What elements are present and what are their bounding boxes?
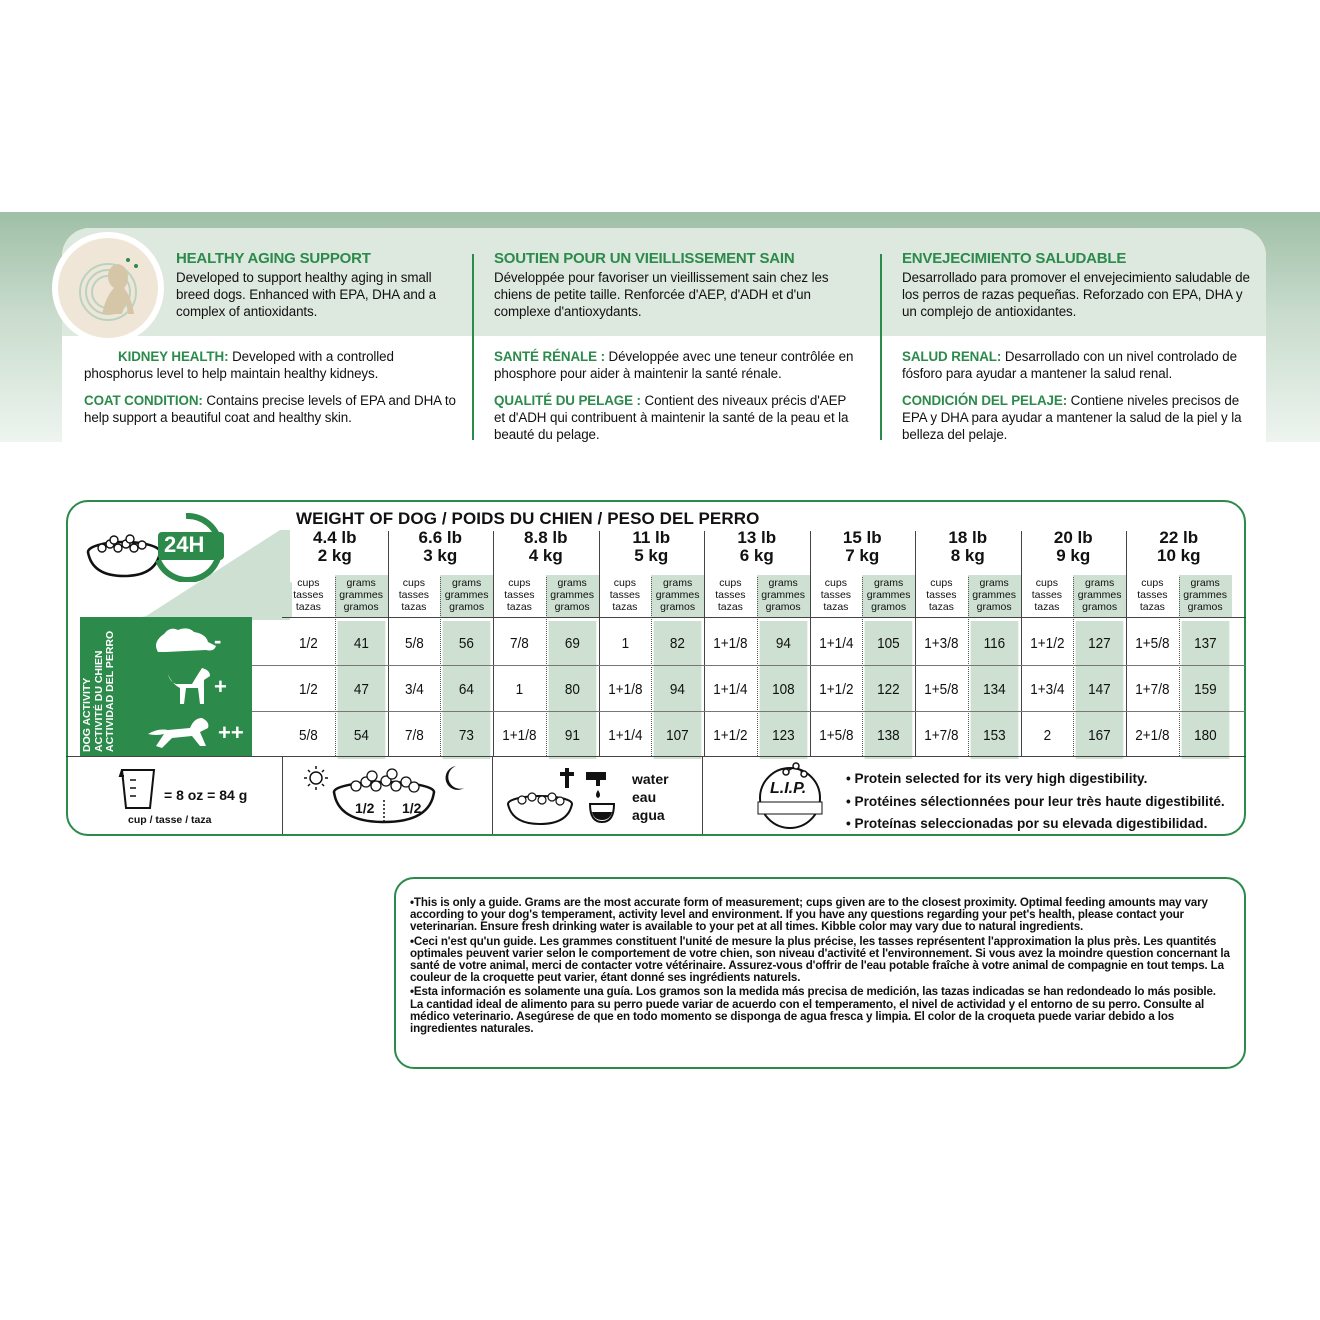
unit-cups: cups tasses tazas bbox=[609, 577, 641, 613]
kidney-health-fr bbox=[494, 348, 854, 382]
weight-lb: 6.6 lb bbox=[418, 528, 462, 547]
bottom-strip-divider bbox=[66, 756, 1246, 757]
unit-grams: grams grammes gramos bbox=[1179, 575, 1232, 617]
row-rule bbox=[80, 665, 1246, 666]
cups-cell: 1 bbox=[515, 681, 524, 698]
resting-dog-icon bbox=[148, 622, 218, 658]
coat-condition-fr bbox=[494, 392, 854, 443]
disclaimer-fr: •Ceci n'est qu'un guide. Les grammes constituent l'unité de mesure la plus précise, les tasses représentent l'approximation la plus près. Les quantités optimales peuvent varier selon le comportement de votre chien, son niveau d'activité et l'environnement. Si vous avez la moindre question concernant la santé de votre animal, merci de contacter votre vétérinaire. Assurez-vous d'offrir de l'eau potable fraîche à votre animal de compagnie en tout temps. La couleur de la croquette peut varier, étant donné ses ingrédients naturels. bbox=[410, 934, 1230, 985]
water-es: agua bbox=[632, 807, 665, 823]
grams-cell: 123 bbox=[759, 713, 806, 759]
protein-es: • Proteínas seleccionadas por su elevada digestibilidad. bbox=[846, 816, 1208, 831]
benefits-spanish-details bbox=[902, 348, 1254, 443]
column-separator bbox=[915, 531, 916, 756]
cups-cell: 1+3/4 bbox=[1029, 681, 1064, 698]
unit-cups: cups tasses tazas bbox=[1031, 577, 1063, 613]
grams-cell: 105 bbox=[865, 621, 912, 667]
cups-cell: 1/2 bbox=[298, 681, 318, 698]
weight-kg: 3 kg bbox=[423, 546, 458, 565]
cups-cell: 7/8 bbox=[404, 727, 424, 744]
coat-condition-en bbox=[84, 392, 464, 426]
half-separator bbox=[1179, 577, 1180, 756]
lip-logo-text: L.I.P. bbox=[770, 780, 807, 797]
grams-cell: 159 bbox=[1181, 667, 1228, 713]
cups-cell: 1 bbox=[621, 635, 629, 652]
cups-cell: 2+1/8 bbox=[1135, 727, 1170, 744]
coat-label-fr: QUALITÉ DU PELAGE : bbox=[494, 393, 641, 408]
cups-cell: 3/4 bbox=[404, 681, 424, 698]
weight-lb: 13 lb bbox=[737, 528, 777, 547]
half-separator bbox=[1073, 577, 1074, 756]
grams-cell: 56 bbox=[443, 621, 490, 667]
kidney-health-en bbox=[84, 348, 464, 382]
unit-cups: cups tasses tazas bbox=[293, 577, 324, 613]
benefit-title-en: HEALTHY AGING SUPPORT bbox=[176, 250, 371, 267]
benefit-title-es: ENVEJECIMIENTO SALUDABLE bbox=[902, 250, 1127, 267]
kidney-text-fr: Développée avec une teneur contrôlée en phosphore pour aider à maintenir la santé rénale. bbox=[494, 349, 854, 381]
kidney-health-es bbox=[902, 348, 1254, 382]
benefits-spanish bbox=[902, 250, 1254, 320]
weight-header bbox=[493, 529, 599, 565]
activity-high: ++ bbox=[218, 720, 244, 745]
benefits-french-details bbox=[494, 348, 854, 443]
unit-grams: grams grammes gramos bbox=[862, 575, 915, 617]
unit-grams: grams grammes gramos bbox=[440, 575, 493, 617]
cups-cell: 1+1/8 bbox=[502, 727, 537, 744]
grams-cell: 108 bbox=[759, 667, 806, 713]
grams-cell: 94 bbox=[654, 667, 701, 713]
weight-lb: 22 lb bbox=[1159, 528, 1199, 547]
measuring-cup-icon bbox=[118, 766, 158, 810]
cups-cell: 7/8 bbox=[509, 635, 529, 652]
weight-kg: 5 kg bbox=[634, 546, 669, 565]
protein-fr: • Protéines sélectionnées pour leur très haute digestibilité. bbox=[846, 793, 1225, 809]
unit-grams: grams grammes gramos bbox=[335, 575, 388, 617]
unit-cups: cups tasses tazas bbox=[715, 577, 746, 613]
weight-lb: 20 lb bbox=[1053, 528, 1093, 547]
weight-kg: 8 kg bbox=[950, 546, 985, 565]
kidney-text-en: Developed with a controlled phosphorus level to help maintain healthy kidneys. bbox=[84, 349, 394, 381]
cups-cell: 1+1/4 bbox=[713, 681, 748, 698]
grams-cell: 137 bbox=[1181, 621, 1228, 667]
unit-grams: grams grammes gramos bbox=[651, 575, 704, 617]
cups-cell: 1+7/8 bbox=[924, 727, 959, 744]
grams-cell: 138 bbox=[865, 713, 912, 759]
unit-cups: cups tasses tazas bbox=[926, 577, 957, 613]
kidney-text-es: Desarrollado con un nivel controlado de fósforo para ayudar a mantener la salud renal. bbox=[902, 349, 1237, 381]
column-separator bbox=[493, 531, 494, 756]
grams-cell: 116 bbox=[970, 621, 1017, 667]
column-divider bbox=[880, 254, 882, 440]
activity-label-text: DOG ACTIVITY ACTIVITÉ DU CHIEN ACTIVIDAD DEL PERRO bbox=[81, 630, 116, 752]
grams-cell: 47 bbox=[337, 667, 384, 713]
weight-header bbox=[388, 529, 494, 565]
grams-cell: 91 bbox=[548, 713, 595, 759]
unit-cups: cups tasses tazas bbox=[1137, 577, 1168, 613]
column-separator bbox=[1021, 531, 1022, 756]
bottom-strip-sep bbox=[492, 756, 493, 834]
grams-cell: 41 bbox=[337, 621, 384, 667]
healthy-aging-medal bbox=[52, 232, 164, 344]
unit-grams: grams grammes gramos bbox=[1073, 575, 1126, 617]
grams-cell: 54 bbox=[337, 713, 384, 759]
benefit-intro-es: Desarrollado para promover el envejecimiento saludable de los perros de razas pequeñas. Reforzado con EPA, DHA y un complejo de antioxidantes. bbox=[902, 270, 1250, 319]
cups-cell: 1+1/8 bbox=[713, 635, 748, 652]
cup-caption: cup / tasse / taza bbox=[128, 814, 212, 826]
weight-table-title: WEIGHT OF DOG / POIDS DU CHIEN / PESO DEL PERRO bbox=[296, 509, 760, 528]
weight-kg: 6 kg bbox=[739, 546, 774, 565]
unit-grams: grams grammes gramos bbox=[546, 575, 599, 617]
row-rule bbox=[80, 711, 1246, 712]
cups-cell: 1+7/8 bbox=[1135, 681, 1170, 698]
weight-header bbox=[810, 529, 916, 565]
cups-cell: 5/8 bbox=[298, 727, 318, 744]
grams-cell: 134 bbox=[970, 667, 1017, 713]
column-separator bbox=[704, 531, 705, 756]
disclaimer-es: •Esta información es solamente una guía. Los gramos son la medida más precisa de medición, las tazas indicadas se han redondeado lo más posible. La cantidad ideal de alimento para su perro puede variar de acuerdo con el temperamento, el nivel de actividad y el entorno de su perro. Consulte al médico veterinario. Asegúrese de que en todo momento se disponga de agua fresca y limpia. El color de la croqueta puede variar debido a los ingredientes naturales. bbox=[410, 985, 1216, 1036]
column-separator bbox=[388, 531, 389, 756]
cups-cell: 1+3/8 bbox=[924, 635, 959, 652]
cups-cell: 1+5/8 bbox=[1135, 635, 1170, 652]
cups-cell: 5/8 bbox=[404, 635, 424, 652]
coat-text-es: Contiene niveles precisos de EPA y DHA para ayudar a mantener la salud de la piel y la belleza del pelaje. bbox=[902, 393, 1242, 442]
half-left: 1/2 bbox=[355, 800, 375, 816]
weight-lb: 4.4 lb bbox=[313, 528, 357, 547]
grams-cell: 73 bbox=[443, 713, 490, 759]
benefit-title-fr: SOUTIEN POUR UN VIEILLISSEMENT SAIN bbox=[494, 250, 795, 267]
cups-cell: 1+1/4 bbox=[818, 635, 853, 652]
weight-kg: 2 kg bbox=[317, 546, 352, 565]
half-separator bbox=[651, 577, 652, 756]
coat-label-en: COAT CONDITION: bbox=[84, 393, 203, 408]
weight-lb: 18 lb bbox=[948, 528, 988, 547]
grams-cell: 94 bbox=[759, 621, 806, 667]
weight-lb: 8.8 lb bbox=[524, 528, 568, 547]
cups-cell: 1/2 bbox=[298, 635, 318, 652]
weight-header bbox=[704, 529, 810, 565]
grams-cell: 80 bbox=[548, 667, 595, 713]
grams-cell: 82 bbox=[654, 621, 701, 667]
activity-low: - bbox=[214, 628, 222, 653]
water-labels bbox=[632, 770, 669, 824]
weight-kg: 10 kg bbox=[1157, 546, 1201, 565]
grams-cell: 69 bbox=[548, 621, 595, 667]
benefits-english-details bbox=[84, 348, 464, 426]
half-separator bbox=[968, 577, 969, 756]
split-meal-icon bbox=[296, 762, 476, 830]
grams-cell: 180 bbox=[1181, 713, 1228, 759]
half-separator bbox=[440, 577, 441, 756]
weight-lb: 11 lb bbox=[632, 528, 671, 547]
unit-grams: grams grammes gramos bbox=[968, 575, 1021, 617]
cups-cell: 1+5/8 bbox=[924, 681, 959, 698]
weight-header bbox=[915, 529, 1021, 565]
half-separator bbox=[757, 577, 758, 756]
weight-kg: 4 kg bbox=[528, 546, 563, 565]
weight-lb: 15 lb bbox=[842, 528, 882, 547]
activity-label bbox=[82, 614, 128, 752]
grams-cell: 64 bbox=[443, 667, 490, 713]
kidney-label-es: SALUD RENAL: bbox=[902, 349, 1002, 364]
column-separator bbox=[810, 531, 811, 756]
cups-cell: 1+1/4 bbox=[607, 727, 642, 744]
benefits-french bbox=[494, 250, 854, 320]
grams-cell: 167 bbox=[1076, 713, 1123, 759]
cups-cell: 1+5/8 bbox=[818, 727, 853, 744]
weight-kg: 9 kg bbox=[1056, 546, 1091, 565]
bottom-strip-sep bbox=[702, 756, 703, 834]
sitting-dog-icon bbox=[78, 252, 148, 328]
half-separator bbox=[546, 577, 547, 756]
protein-claims bbox=[846, 768, 1225, 836]
benefits-english bbox=[176, 250, 466, 320]
bottom-strip-sep bbox=[282, 756, 283, 834]
activity-medium: + bbox=[214, 674, 227, 699]
standing-dog-icon bbox=[162, 664, 212, 708]
24h-badge: 24H bbox=[164, 532, 205, 557]
kibble-plus-water-icon bbox=[504, 764, 628, 828]
cup-measure: = 8 oz = 84 g bbox=[164, 787, 248, 803]
grams-cell: 153 bbox=[970, 713, 1017, 759]
header-rule bbox=[282, 617, 1246, 618]
cups-cell: 1+1/2 bbox=[713, 727, 748, 744]
cups-cell: 1+1/2 bbox=[818, 681, 853, 698]
column-divider bbox=[472, 254, 474, 440]
grams-cell: 127 bbox=[1076, 621, 1123, 667]
half-separator bbox=[862, 577, 863, 756]
unit-cups: cups tasses tazas bbox=[398, 577, 430, 613]
coat-condition-es bbox=[902, 392, 1254, 443]
unit-grams: grams grammes gramos bbox=[757, 575, 810, 617]
weight-header bbox=[599, 529, 705, 565]
weight-header bbox=[1021, 529, 1127, 565]
coat-text-en: Contains precise levels of EPA and DHA to help support a beautiful coat and healthy skin. bbox=[84, 393, 456, 425]
benefit-intro-fr: Développée pour favoriser un vieillissement sain chez les chiens de petite taille. Renforcée d'AEP, d'ADH et d'un complexe d'antioxydants. bbox=[494, 270, 829, 319]
coat-text-fr: Contient des niveaux précis d'AEP et d'ADH qui contribuent à maintenir la santé de la peau et la beauté du pelage. bbox=[494, 393, 849, 442]
column-separator bbox=[1126, 531, 1127, 756]
unit-cups: cups tasses tazas bbox=[504, 577, 535, 613]
weight-header bbox=[1126, 529, 1232, 565]
water-en: water bbox=[632, 771, 669, 787]
disclaimer-en: •This is only a guide. Grams are the most accurate form of measurement; cups given are to the closest proximity. Optimal feeding amounts may vary according to your dog's temperament, activity level and environment. If you have any questions regarding your pet's health, please contact your veterinarian. Ensure fresh drinking water is available to your pet at all times. Kibble color may vary due to natural ingredients. bbox=[410, 896, 1208, 934]
grams-cell: 122 bbox=[865, 667, 912, 713]
benefit-intro-en: Developed to support healthy aging in small breed dogs. Enhanced with EPA, DHA and a complex of antioxidants. bbox=[176, 270, 437, 319]
protein-en: • Protein selected for its very high digestibility. bbox=[846, 771, 1148, 786]
disclaimer-box bbox=[394, 877, 1246, 1069]
cups-cell: 2 bbox=[1043, 727, 1051, 744]
column-separator bbox=[599, 531, 600, 756]
unit-cups: cups tasses tazas bbox=[820, 577, 852, 613]
grams-cell: 107 bbox=[654, 713, 701, 759]
kidney-label-en: KIDNEY HEALTH: bbox=[118, 349, 229, 364]
half-separator bbox=[335, 577, 336, 756]
cups-cell: 1+1/8 bbox=[607, 681, 642, 698]
half-right: 1/2 bbox=[402, 800, 422, 816]
grams-cell: 147 bbox=[1076, 667, 1123, 713]
running-dog-icon bbox=[144, 712, 214, 754]
coat-label-es: CONDICIÓN DEL PELAJE: bbox=[902, 393, 1068, 408]
weight-header bbox=[282, 529, 388, 565]
weight-kg: 7 kg bbox=[845, 546, 880, 565]
water-fr: eau bbox=[632, 789, 657, 805]
cups-cell: 1+1/2 bbox=[1029, 635, 1064, 652]
kidney-label-fr: SANTÉ RÉNALE : bbox=[494, 349, 605, 364]
